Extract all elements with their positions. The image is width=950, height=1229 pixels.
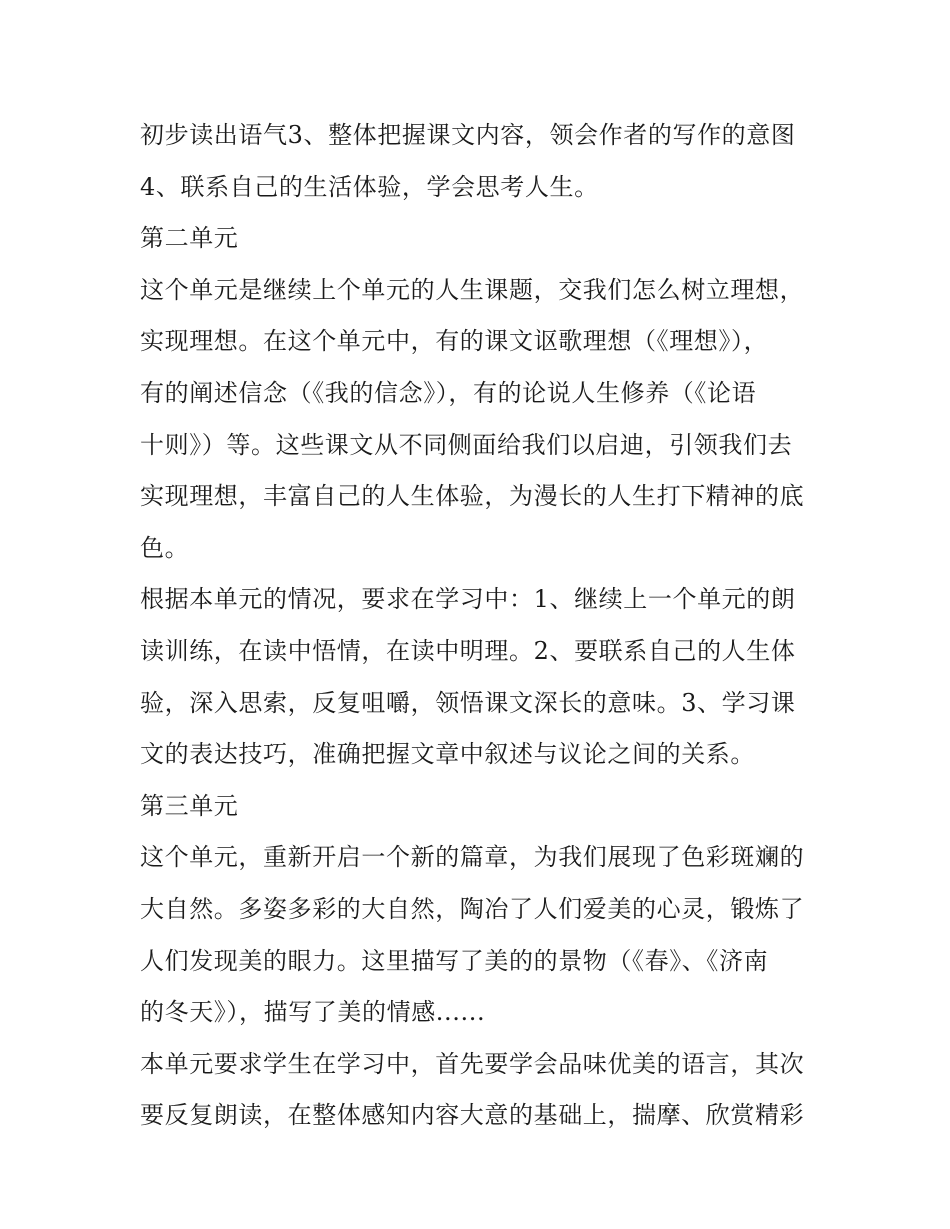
text-line: 本单元要求学生在学习中，首先要学会品味优美的语言，其次 <box>140 1049 805 1078</box>
section-heading: 第二单元 <box>140 224 239 253</box>
text-line: 人们发现美的眼力。这里描写了美的的景物（《春》、《济南 <box>140 946 769 975</box>
text-line: 根据本单元的情况，要求在学习中：1、继续上一个单元的朗 <box>140 585 796 614</box>
text-line: 这个单元，重新开启一个新的篇章，为我们展现了色彩斑斓的 <box>140 843 805 872</box>
body-text <box>140 110 820 1142</box>
text-line: 初步读出语气3、整体把握课文内容，领会作者的写作的意图 <box>140 121 796 149</box>
text-line: 大自然。多姿多彩的大自然，陶冶了人们爱美的心灵，锻炼了 <box>140 894 805 923</box>
text-line: 这个单元是继续上个单元的人生课题，交我们怎么树立理想， <box>140 275 805 304</box>
text-line: 要反复朗读，在整体感知内容大意的基础上，揣摩、欣赏精彩 <box>140 1101 805 1130</box>
text-line: 验，深入思索，反复咀嚼，领悟课文深长的意味。3、学习课 <box>140 688 796 717</box>
text-line: 4、联系自己的生活体验，学会思考人生。 <box>140 172 599 201</box>
text-line: 实现理想。在这个单元中，有的课文讴歌理想（《理想》）， <box>140 327 769 356</box>
text-line: 有的阐述信念（《我的信念》），有的论说人生修养（《论语 <box>140 378 757 407</box>
text-line: 色。 <box>140 533 190 562</box>
text-line: 读训练，在读中悟情，在读中明理。2、要联系自己的人生体 <box>140 636 796 665</box>
text-line: 的冬天》），描写了美的情感...... <box>140 998 486 1027</box>
section-heading: 第三单元 <box>140 791 239 820</box>
text-line: 实现理想，丰富自己的人生体验，为漫长的人生打下精神的底 <box>140 482 805 511</box>
text-line: 十则》）等。这些课文从不同侧面给我们以启迪，引领我们去 <box>140 430 793 459</box>
text-line: 文的表达技巧，准确把握文章中叙述与议论之间的关系。 <box>140 740 755 769</box>
